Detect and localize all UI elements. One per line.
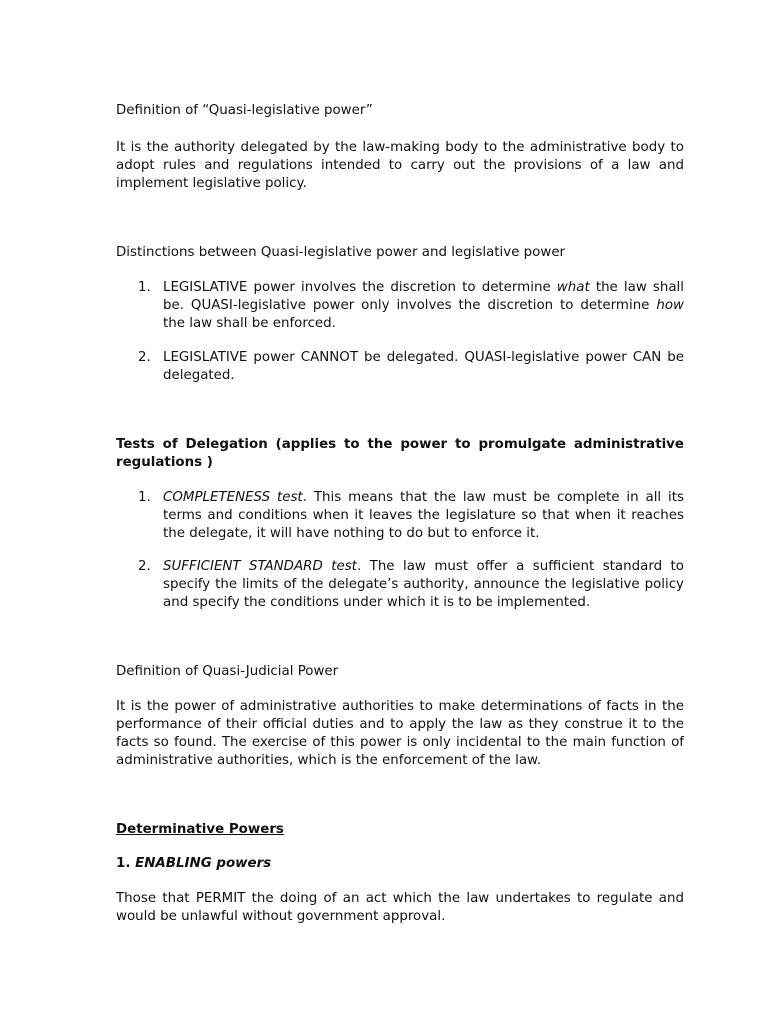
determinative-powers-heading: Determinative Powers [116, 822, 284, 837]
tests-of-delegation-heading: Tests of Delegation (applies to the power to promulgate administrative regulations ) [116, 437, 684, 470]
quasi-judicial-definition-heading: Definition of Quasi-Judicial Power [116, 664, 339, 679]
emphasis-how: how [656, 298, 684, 313]
enabling-powers-label: ENABLING powers [135, 856, 272, 871]
list-item-number: 2. [138, 350, 151, 365]
list-item-text: LEGISLATIVE power CANNOT be delegated. QUASI-legislative power CAN be delegated. [163, 350, 684, 383]
list-item-number: 1. [138, 490, 151, 505]
quasi-legislative-definition-body: It is the authority delegated by the law-making body to the administrative body to adopt rules and regulations intended to carry out the provisions of a law and implement legislative policy. [116, 140, 684, 191]
list-item-text: SUFFICIENT STANDARD test. The law must offer a sufficient standard to specify the limits of the delegate’s authority, announce the legislative policy and specify the conditions under which it is to be implemented. [163, 559, 684, 610]
distinctions-heading: Distinctions between Quasi-legislative power and legislative power [116, 245, 566, 260]
enabling-powers-body: Those that PERMIT the doing of an act which the law undertakes to regulate and would be unlawful without government approval. [116, 891, 684, 924]
enabling-powers-heading: 1. ENABLING powers [116, 856, 272, 871]
quasi-judicial-definition-body: It is the power of administrative authorities to make determinations of facts in the performance of their official duties and to apply the law as they construe it to the facts so found. The exercise of this power is only incidental to the main function of administrative authorities, which is the enforcement of the law. [116, 699, 684, 768]
list-item [116, 349, 684, 385]
list-item-text: COMPLETENESS test. This means that the law must be complete in all its terms and conditions when it leaves the legislature so that when it reaches the delegate, it will have nothing to do but to enforce it. [163, 490, 684, 541]
list-item [116, 279, 684, 333]
list-item-text: LEGISLATIVE power involves the discretion to determine what the law shall be. QUASI-legislative power only involves the discretion to determine how the law shall be enforced. [163, 280, 684, 331]
list-item-number: 1. [138, 280, 151, 295]
list-item [116, 489, 684, 543]
quasi-legislative-definition-heading: Definition of “Quasi-legislative power” [116, 103, 373, 118]
emphasis-what: what [556, 280, 590, 295]
test-name: SUFFICIENT STANDARD test [163, 559, 357, 574]
list-item [116, 558, 684, 612]
test-name: COMPLETENESS test [163, 490, 303, 505]
list-item-number: 2. [138, 559, 151, 574]
